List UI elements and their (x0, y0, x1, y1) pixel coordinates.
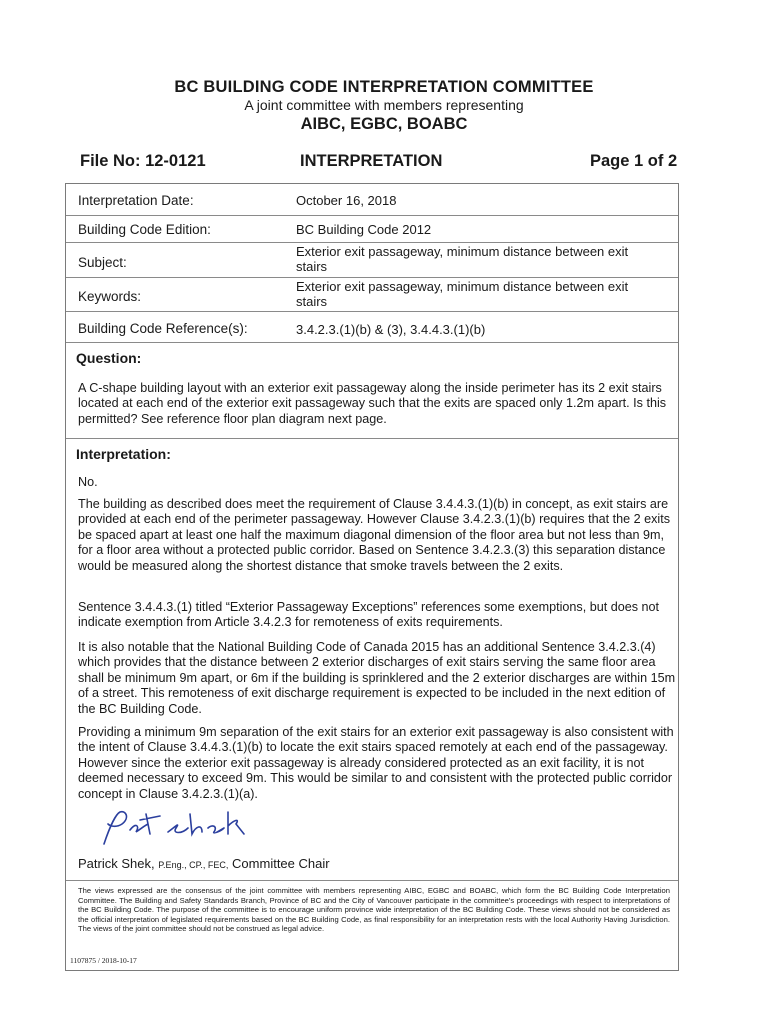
signature-text: Pat Shek (100, 850, 105, 851)
document-type: INTERPRETATION (300, 152, 443, 170)
chair-name: Patrick Shek, (78, 856, 155, 871)
field-label-keywords: Keywords: (78, 289, 142, 304)
member-organizations: AIBC, EGBC, BOABC (300, 115, 468, 133)
field-value-edition: BC Building Code 2012 (296, 222, 432, 237)
field-label-edition: Building Code Edition: (78, 222, 211, 237)
interpretation-paragraph: Sentence 3.4.4.3.(1) titled “Exterior Passageway Exceptions” references some exemptions, but does not indicate exemption from Article 3.4.2.3 for remoteness of exits requirements. (78, 600, 660, 630)
signature-graphic (96, 804, 276, 852)
interpretation-form (65, 183, 679, 971)
committee-title: BC BUILDING CODE INTERPRETATION COMMITTEE (174, 78, 594, 96)
row-divider (66, 342, 678, 343)
field-value-keywords: Exterior exit passageway, minimum distance between exit stairs (296, 279, 629, 309)
field-value-date: October 16, 2018 (296, 193, 397, 208)
interpretation-paragraph: The building as described does meet the requirement of Clause 3.4.4.3.(1)(b) in concept, as exit stairs are provided at each end of the perimeter passageway. However Clause 3.4.2.3.(1)(b) requires that the 2 exits be spaced apart at least one half the maximum diagonal dimension of the floor area but not less than 9m, for a floor area without a protected public corridor. Based on Sentence 3.4.2.3.(3) this separation distance would be measured along the shortest distance that smoke travels between the 2 exits. (78, 497, 670, 573)
interpretation-paragraph: Providing a minimum 9m separation of the exit stairs for an exterior exit passageway is also consistent with the intent of Clause 3.4.4.3.(1)(b) to locate the exit stairs spaced remotely at each end of the passageway. However since the exterior exit passageway is already considered protected as an exit facility, it is not deemed necessary to exceed 9m. This would be similar to and consistent with the protected public corridor concept in Clause 3.4.2.3.(1)(a). (78, 725, 674, 801)
signature-ink (104, 812, 244, 844)
disclaimer-text: The views expressed are the consensus of the joint committee with members representing AIBC, EGBC and BOABC, which form the BC Building Code Interpretation Committee. The Building and Safety Standards Branch, Province of BC and the City of Vancouver participate in the committee's proceedings with respect to interpretations of the BC Building Code. The purpose of the committee is to encourage uniform province wide interpretation of the BC Building Code. These views should not be considered as the official interpretation of legislated requirements based on the BC Building Code, as final responsibility for an interpretation rests with the local Authority Having Jurisdiction. The views of the joint committee should not be construed as legal advice. (78, 886, 670, 934)
field-value-subject: Exterior exit passageway, minimum distance between exit stairs (296, 244, 629, 274)
field-label-reference: Building Code Reference(s): (78, 321, 248, 336)
row-divider (66, 242, 678, 243)
committee-chair (78, 856, 330, 871)
file-number: File No: 12-0121 (80, 152, 206, 170)
row-divider (66, 311, 678, 312)
interpretation-heading: Interpretation: (76, 446, 171, 462)
committee-subtitle: A joint committee with members representing (244, 97, 524, 113)
row-divider (66, 215, 678, 216)
field-value-reference: 3.4.2.3.(1)(b) & (3), 3.4.4.3.(1)(b) (296, 322, 486, 337)
section-divider (66, 438, 678, 439)
chair-role: Committee Chair (232, 856, 330, 871)
question-heading: Question: (76, 350, 142, 366)
disclaimer-divider (66, 880, 678, 881)
page-number: Page 1 of 2 (590, 152, 678, 170)
question-text: A C-shape building layout with an exterior exit passageway along the inside perimeter has its 2 exit stairs located at each end of the exterior exit passageway such that the exits are spaced only 1.2m apart. Is this permitted? See reference floor plan diagram next page. (78, 381, 667, 426)
field-label-date: Interpretation Date: (78, 193, 194, 208)
interpretation-answer: No. (78, 475, 98, 489)
chair-credentials: P.Eng., CP., FEC, (158, 860, 229, 870)
interpretation-paragraph: It is also notable that the National Building Code of Canada 2015 has an additional Sentence 3.4.2.3.(4) which provides that the distance between 2 exterior discharges of exit stairs serving the same floor area shall be minimum 9m apart, or 6m if the building is sprinklered and the 2 exterior discharges are within 15m of a street. This remoteness of exit discharge requirement is expected to be included in the next edition of the BC Building Code. (78, 640, 676, 716)
row-divider (66, 277, 678, 278)
document-id: 1107875 / 2018-10-17 (70, 956, 137, 965)
field-label-subject: Subject: (78, 255, 127, 270)
